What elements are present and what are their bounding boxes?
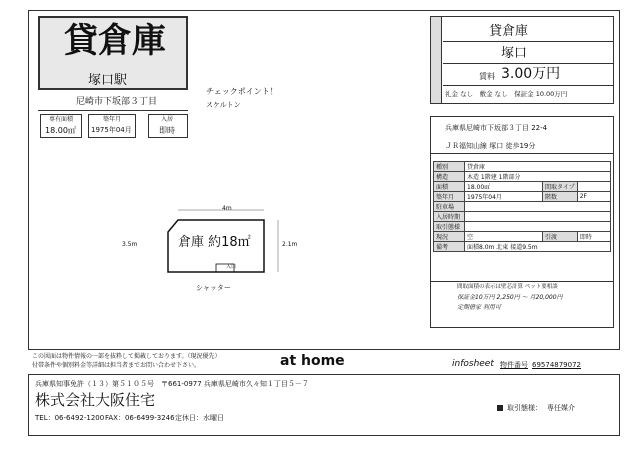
row-label: 備考 xyxy=(434,242,465,252)
station-name: 塚口駅 xyxy=(88,73,128,88)
floorplan-shutter-label: シャッター xyxy=(196,284,231,292)
memo-sep xyxy=(431,281,613,282)
detail-panel xyxy=(430,116,614,328)
spec-move-label: 入居 xyxy=(161,116,174,123)
row-value: 貸倉庫 xyxy=(465,162,611,172)
detail-sep xyxy=(431,153,613,154)
row-label: 入居時期 xyxy=(434,212,465,222)
detail-table xyxy=(433,161,611,252)
row-extra-value: 2F xyxy=(577,192,610,202)
row-value: 空 xyxy=(465,232,543,242)
floorplan-top-dim: 4m xyxy=(222,205,232,212)
address-short: 尼崎市下坂部３丁目 xyxy=(76,97,158,107)
row-label: 現況 xyxy=(434,232,465,242)
company-name: 株式会社大阪住宅 xyxy=(35,391,156,409)
row-label: 種別 xyxy=(434,162,465,172)
spec-built xyxy=(88,114,136,138)
rent-sep3 xyxy=(443,85,613,86)
trade-label: 取引態様： xyxy=(507,404,542,412)
row-value xyxy=(465,212,611,222)
spec-built-label: 築年月 xyxy=(103,116,122,123)
rent-type: 貸倉庫 xyxy=(489,24,529,39)
detail-traffic: ＪＲ福知山線 塚口 徒歩19分 xyxy=(445,142,536,150)
row-label: 取引態様 xyxy=(434,222,465,232)
row-extra-label: 階数 xyxy=(543,192,578,202)
trade-mark-square xyxy=(497,405,503,411)
trade-value: 専任媒介 xyxy=(547,404,575,412)
row-value: 面積8.0m 北東 接道9.5m xyxy=(465,242,611,252)
rent-sep2 xyxy=(443,63,613,64)
row-value xyxy=(465,222,611,232)
disclaimer-line-2: 付帯条件や個別料金等詳細は担当者までお問い合わせ下さい。 xyxy=(32,362,201,369)
table-row xyxy=(434,212,611,222)
floorplan-room-label: 倉庫 約18㎡ xyxy=(178,235,251,250)
memo-handwritten-2: 定期借家 利用可 xyxy=(457,304,501,311)
page-title: 貸倉庫 xyxy=(64,21,166,61)
table-row xyxy=(434,182,611,192)
company-tel: TEL：06-6492-1200 xyxy=(35,414,105,422)
row-label: 築年月 xyxy=(434,192,465,202)
spec-area-label: 専有面積 xyxy=(49,116,74,123)
floorplan-door-label: 入口 xyxy=(226,264,237,270)
rent-sep xyxy=(443,41,613,42)
rent-fees: 礼金 なし 敷金 なし 保証金 10.00万円 xyxy=(445,90,568,98)
row-label: 構造 xyxy=(434,172,465,182)
property-number-label: 物件番号 xyxy=(500,361,528,369)
floorplan-right-dim: 2.1m xyxy=(282,241,298,248)
table-row xyxy=(434,162,611,172)
spec-move xyxy=(148,114,188,138)
row-value: 18.00㎡ xyxy=(465,182,543,192)
floorplan-left-dim: 3.5m xyxy=(122,241,138,248)
disclaimer-line-1: この図面は物件情報の一部を抜粋して掲載しております。（現況優先） xyxy=(32,353,221,360)
table-row xyxy=(434,172,611,182)
spec-built-value: 1975年04月 xyxy=(91,126,132,134)
row-extra-label: 引渡 xyxy=(543,232,578,242)
rent-panel-tab xyxy=(431,17,442,103)
athome-logo: at home xyxy=(280,353,345,369)
company-holiday: 定休日：水曜日 xyxy=(175,414,224,422)
company-fax: FAX：06-6499-3246 xyxy=(105,414,175,422)
row-extra-value: 即時 xyxy=(577,232,610,242)
address-underline xyxy=(38,110,188,111)
company-license: 兵庫県知事免許（１３）第５１０５号 〒661-0977 兵庫県尼崎市久々知１丁目５－７ xyxy=(35,380,309,388)
table-row xyxy=(434,232,611,242)
property-number: 69574879072 xyxy=(532,361,581,369)
spec-area xyxy=(40,114,82,138)
spec-area-value: 18.00㎡ xyxy=(45,126,76,135)
checkpoint-heading: チェックポイント！ xyxy=(206,87,278,96)
row-label: 面積 xyxy=(434,182,465,192)
row-value: 1975年04月 xyxy=(465,192,543,202)
row-value xyxy=(465,202,611,212)
checkpoint-skeleton: スケルトン xyxy=(206,101,241,109)
rent-panel xyxy=(430,16,614,104)
table-row xyxy=(434,192,611,202)
memo-handwritten-1: 保証金10万円 2,250円 〜 月20,000円 xyxy=(457,294,563,301)
rent-area-name: 塚口 xyxy=(501,46,528,61)
detail-address: 兵庫県尼崎市下坂部３丁目 22-4 xyxy=(445,124,548,132)
title-stamp xyxy=(38,16,188,90)
row-extra-label: 間取タイプ xyxy=(543,182,578,192)
rent-value: 3.00万円 xyxy=(501,66,561,82)
table-row xyxy=(434,202,611,212)
spec-move-value: 即時 xyxy=(159,126,175,135)
row-label: 駐車場 xyxy=(434,202,465,212)
company-box xyxy=(28,374,620,436)
row-value: 木造 1階建 1階部分 xyxy=(465,172,611,182)
rent-label: 賃料 xyxy=(479,72,495,81)
table-row xyxy=(434,222,611,232)
table-row xyxy=(434,242,611,252)
infosheet-label: infosheet xyxy=(452,359,494,369)
memo-text: 間取面積の表示は壁芯計算 ペット要相談 xyxy=(457,284,558,290)
